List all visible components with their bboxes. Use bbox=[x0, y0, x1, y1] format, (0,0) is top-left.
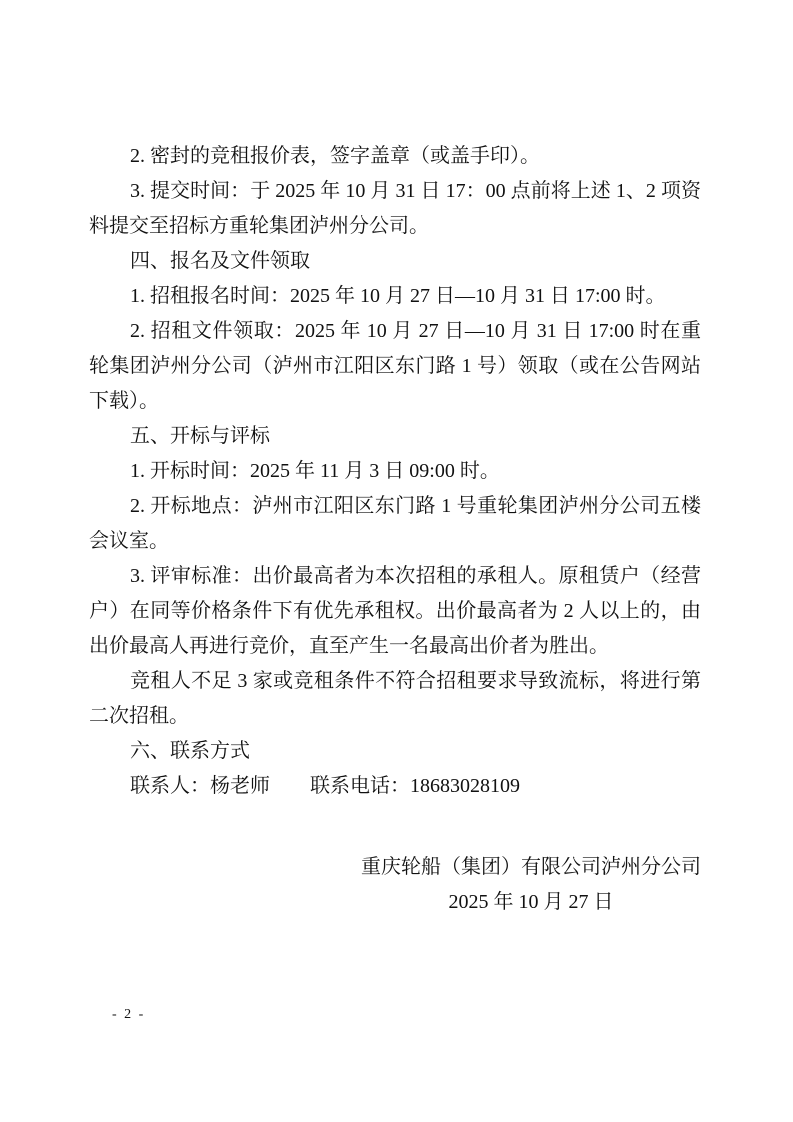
text-line: 2. 密封的竞租报价表，签字盖章（或盖手印）。 bbox=[130, 145, 540, 167]
document-body bbox=[89, 139, 701, 804]
text-line: 3. 提交时间：于 2025 年 10 月 31 日 17：00 点前将上述 1、2 项资 bbox=[130, 180, 701, 202]
text-line: 3. 评审标准：出价最高者为本次招租的承租人。原租赁户（经营 bbox=[130, 565, 701, 587]
text-line: 二次招租。 bbox=[89, 705, 189, 727]
text-line: 1. 招租报名时间：2025 年 10 月 27 日—10 月 31 日 17:00 时。 bbox=[130, 285, 666, 307]
text-line: 2. 开标地点：泸州市江阳区东门路 1 号重轮集团泸州分公司五楼 bbox=[130, 495, 701, 517]
text-line: 联系人：杨老师 联系电话：18683028109 bbox=[130, 775, 520, 797]
text-line: 下载）。 bbox=[89, 390, 159, 412]
text-line: 料提交至招标方重轮集团泸州分公司。 bbox=[89, 215, 429, 237]
text-line: 六、联系方式 bbox=[130, 740, 250, 762]
text-line: 四、报名及文件领取 bbox=[130, 250, 310, 272]
text-line: 竞租人不足 3 家或竞租条件不符合招租要求导致流标，将进行第 bbox=[130, 670, 701, 692]
text-line: 2. 招租文件领取：2025 年 10 月 27 日—10 月 31 日 17:00 时在重 bbox=[130, 320, 701, 342]
signature-company: 重庆轮船（集团）有限公司泸州分公司 bbox=[361, 856, 701, 878]
text-line: 出价最高人再进行竞价，直至产生一名最高出价者为胜出。 bbox=[89, 635, 609, 657]
text-line: 会议室。 bbox=[89, 530, 169, 552]
signature-date: 2025 年 10 月 27 日 bbox=[448, 891, 614, 913]
page-number: - 2 - bbox=[112, 1007, 146, 1022]
text-line: 轮集团泸州分公司（泸州市江阳区东门路 1 号）领取（或在公告网站 bbox=[89, 355, 701, 377]
text-line: 1. 开标时间：2025 年 11 月 3 日 09:00 时。 bbox=[130, 460, 500, 482]
signature-block bbox=[361, 850, 701, 920]
text-line: 户）在同等价格条件下有优先承租权。出价最高者为 2 人以上的，由 bbox=[89, 600, 701, 622]
text-line: 五、开标与评标 bbox=[130, 425, 270, 447]
